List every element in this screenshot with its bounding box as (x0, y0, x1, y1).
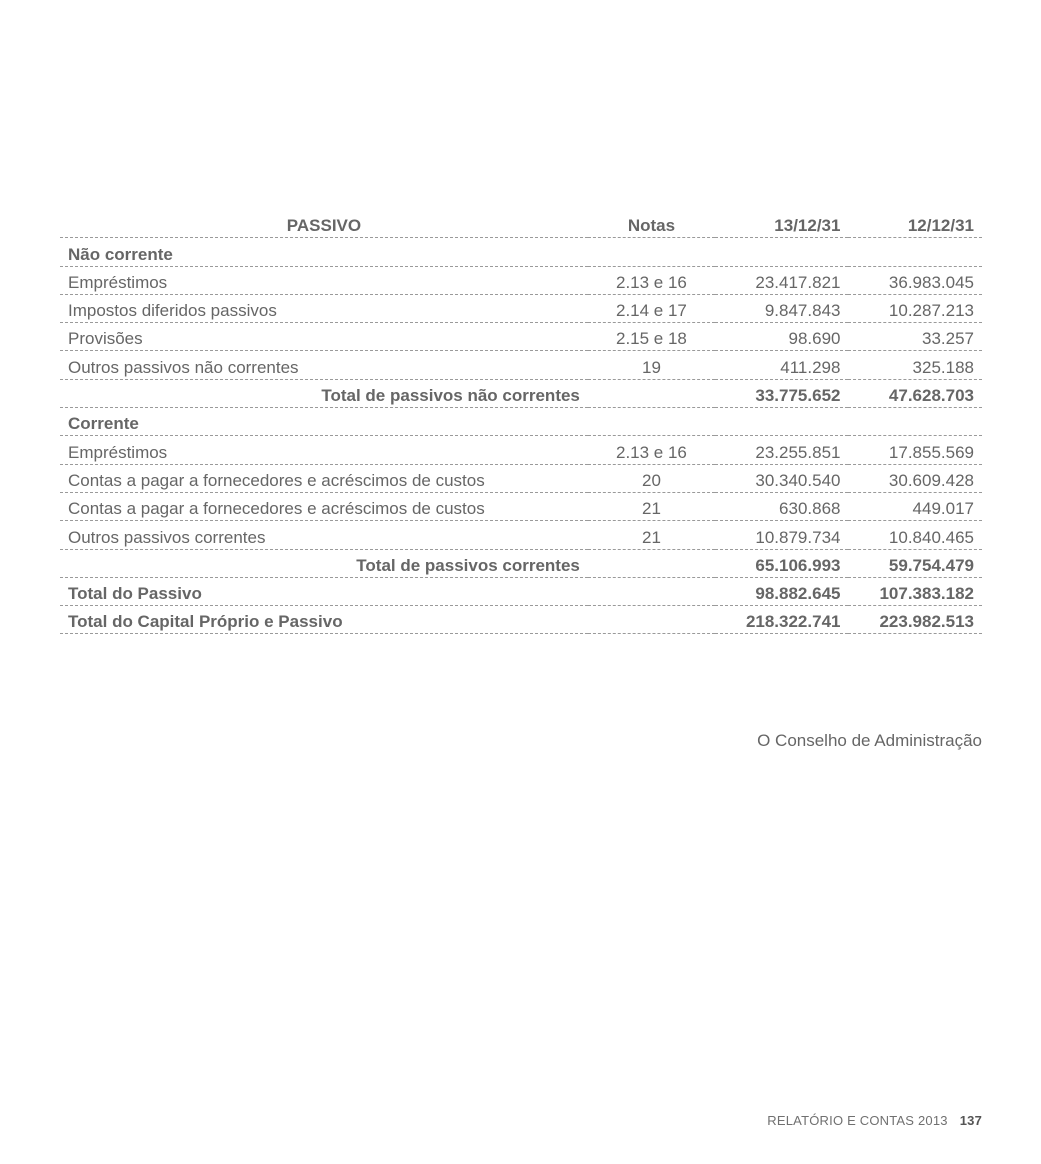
row-label: Não corrente (60, 238, 588, 266)
table-row (60, 266, 982, 294)
row-notes: 2.13 e 16 (588, 436, 715, 464)
row-value-2013: 23.417.821 (715, 266, 848, 294)
row-value-2013: 10.879.734 (715, 521, 848, 549)
row-notes: 21 (588, 521, 715, 549)
report-title: RELATÓRIO E CONTAS 2013 (767, 1113, 948, 1128)
table-row (60, 436, 982, 464)
row-value-2013 (715, 408, 848, 436)
row-value-2013: 98.882.645 (715, 577, 848, 605)
row-value-2013: 23.255.851 (715, 436, 848, 464)
row-label: Outros passivos não correntes (60, 351, 588, 379)
total-row (60, 577, 982, 605)
row-value-2012: 36.983.045 (848, 266, 982, 294)
table-row (60, 323, 982, 351)
row-label: Empréstimos (60, 266, 588, 294)
row-value-2012: 325.188 (848, 351, 982, 379)
row-notes (588, 379, 715, 407)
row-notes (588, 606, 715, 634)
total-row (60, 606, 982, 634)
row-value-2012: 10.287.213 (848, 294, 982, 322)
row-value-2013: 98.690 (715, 323, 848, 351)
row-label: Impostos diferidos passivos (60, 294, 588, 322)
row-value-2013 (715, 238, 848, 266)
row-notes (588, 408, 715, 436)
row-notes: 2.14 e 17 (588, 294, 715, 322)
row-notes: 2.15 e 18 (588, 323, 715, 351)
row-label: Provisões (60, 323, 588, 351)
table-header-row (60, 210, 982, 238)
row-notes: 19 (588, 351, 715, 379)
page-footer (767, 1113, 982, 1128)
table-row (60, 464, 982, 492)
row-notes (588, 238, 715, 266)
page-number: 137 (959, 1113, 982, 1128)
row-value-2012: 449.017 (848, 492, 982, 520)
liabilities-table (60, 210, 982, 634)
row-value-2012: 33.257 (848, 323, 982, 351)
row-value-2012 (848, 408, 982, 436)
row-notes (588, 577, 715, 605)
table-row (60, 294, 982, 322)
row-value-2013: 411.298 (715, 351, 848, 379)
table-body (60, 238, 982, 634)
row-value-2012: 10.840.465 (848, 521, 982, 549)
row-notes (588, 549, 715, 577)
row-value-2012: 107.383.182 (848, 577, 982, 605)
row-notes: 21 (588, 492, 715, 520)
row-label: Corrente (60, 408, 588, 436)
row-label: Contas a pagar a fornecedores e acréscimos de custos (60, 464, 588, 492)
row-value-2012 (848, 238, 982, 266)
row-value-2013: 33.775.652 (715, 379, 848, 407)
table-row (60, 238, 982, 266)
header-passivo: PASSIVO (60, 210, 588, 238)
row-label: Total do Capital Próprio e Passivo (60, 606, 588, 634)
table-row (60, 351, 982, 379)
row-value-2013: 65.106.993 (715, 549, 848, 577)
row-label: Empréstimos (60, 436, 588, 464)
row-value-2012: 223.982.513 (848, 606, 982, 634)
row-label: Total de passivos correntes (60, 549, 588, 577)
row-value-2012: 59.754.479 (848, 549, 982, 577)
table-row (60, 492, 982, 520)
header-period-2013: 13/12/31 (715, 210, 848, 238)
table-row (60, 521, 982, 549)
row-value-2013: 9.847.843 (715, 294, 848, 322)
subtotal-row (60, 549, 982, 577)
header-notes: Notas (588, 210, 715, 238)
row-label: Contas a pagar a fornecedores e acréscimos de custos (60, 492, 588, 520)
subtotal-row (60, 379, 982, 407)
header-period-2012: 12/12/31 (848, 210, 982, 238)
row-label: Total do Passivo (60, 577, 588, 605)
row-label: Total de passivos não correntes (60, 379, 588, 407)
row-value-2013: 218.322.741 (715, 606, 848, 634)
table-row (60, 408, 982, 436)
row-value-2013: 30.340.540 (715, 464, 848, 492)
row-value-2012: 47.628.703 (848, 379, 982, 407)
row-notes: 2.13 e 16 (588, 266, 715, 294)
row-notes: 20 (588, 464, 715, 492)
row-value-2012: 30.609.428 (848, 464, 982, 492)
row-value-2012: 17.855.569 (848, 436, 982, 464)
row-value-2013: 630.868 (715, 492, 848, 520)
board-signature: O Conselho de Administração (757, 731, 982, 750)
row-label: Outros passivos correntes (60, 521, 588, 549)
